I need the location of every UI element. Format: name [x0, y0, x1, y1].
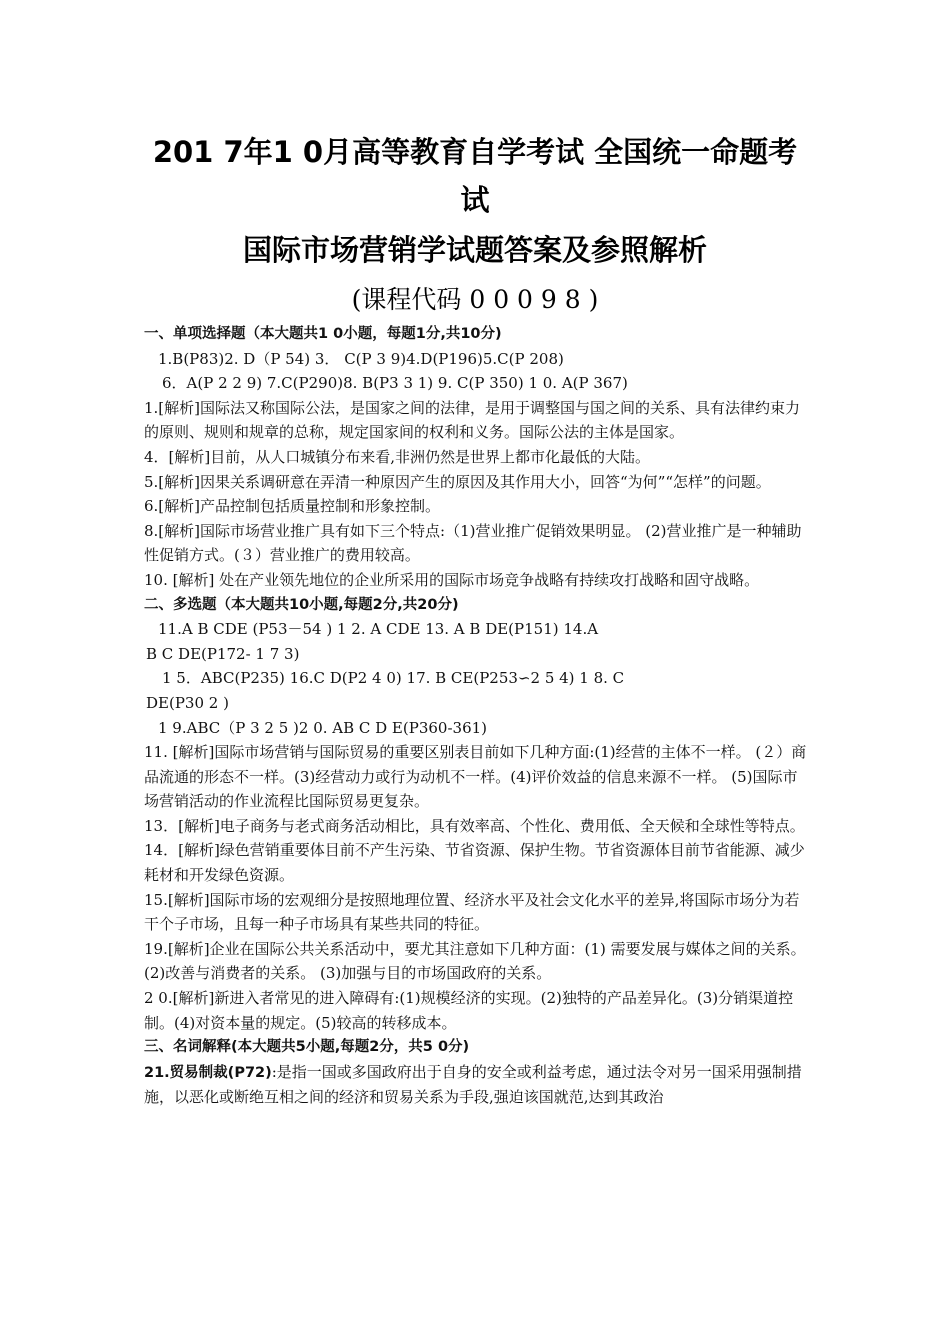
term-label: 21.贸易制裁(P72) [144, 1064, 272, 1081]
section-1-answers-row: 6．A(P 2 2 9) 7.C(P290)8. B(P3 3 1) 9. C(P 350) 1 0. A(P 367) [162, 374, 628, 393]
course-code: (课程代码 0 0 0 9 8 ) [351, 285, 599, 314]
explanation-paragraph: 1.[解析]国际法又称国际公法，是国家之间的法律，是用于调整国与国之间的关系、具有法律约束力的原则、规则和规章的总称，规定国家间的权利和义务。国际公法的主体是国家。 [144, 398, 801, 442]
document-body [144, 322, 808, 1110]
term-text: :是指一国或多国政府出于自身的安全或利益考虑，通过法令对另一国采用强制措施，以恶化或断绝互相之间的经济和贸易关系为手段,强迫该国就范,达到其政治 [144, 1062, 802, 1107]
title-line-1b: 试 [460, 183, 490, 217]
explanation-paragraph: 15.[解析]国际市场的宏观细分是按照地理位置、经济水平及社会文化水平的差异,将国际市场分为若干个子市场，且每一种子市场具有某些共同的特征。 [144, 890, 800, 934]
explanation-paragraph: 4．[解析]目前，从人口城镇分布来看,非洲仍然是世界上都市化最低的大陆。 [144, 447, 651, 466]
section-2-heading: 二、多选题（本大题共10小题,每题2分,共20分) [144, 596, 459, 613]
explanation-paragraph: 13．[解析]电子商务与老式商务活动相比，具有效率高、个性化、费用低、全天候和全球性等特点。 [144, 816, 805, 835]
section-2-answers-row: 11.A B CDE (P53－54 ) 1 2. A CDE 13. A B DE(P151) 14.A [158, 620, 599, 639]
explanation-paragraph: 6.[解析]产品控制包括质量控制和形象控制。 [144, 497, 441, 516]
title-line-1: 201 7年1 0月高等教育自学考试 全国统一命题考 [152, 135, 798, 169]
term-definition [144, 1060, 808, 1110]
section-2-answers-row: DE(P30 2 ) [146, 693, 229, 712]
explanation-paragraph: 11. [解析]国际市场营销与国际贸易的重要区别表目前如下几种方面:(1)经营的主体不一样。 (２）商品流通的形态不一样。(3)经营动力或行为动机不一样。(4)评价效益的信息来源不一样。 (5)国际市场营销活动的作业流程比国际贸易更复杂。 [144, 743, 807, 811]
section-3-heading: 三、名词解释(本大题共5小题,每题2分，共5 0分) [144, 1039, 470, 1056]
explanation-paragraph: 10. [解析] 处在产业领先地位的企业所采用的国际市场竞争战略有持续攻打战略和固守战略。 [144, 570, 760, 589]
explanation-paragraph: 8.[解析]国际市场营业推广具有如下三个特点:（1)营业推广促销效果明显。 (2)营业推广是一种辅助性促销方式。(３）营业推广的费用较高。 [144, 521, 802, 565]
section-1-answers-row: 1.B(P83)2. D（P 54) 3． C(P 3 9)4.D(P196)5.C(P 208) [158, 349, 564, 368]
document-title [120, 128, 830, 224]
section-2-answers-row: 1 9.ABC（P 3 2 5 )2 0. AB C D E(P360-361) [158, 718, 488, 737]
section-2-answers-row: B C DE(P172- 1 7 3) [146, 644, 300, 663]
explanation-paragraph: 14．[解析]绿色营销重要体目前不产生污染、节省资源、保护生物。节省资源体目前节省能源、减少耗材和开发绿色资源。 [144, 841, 805, 885]
explanation-paragraph: 19.[解析]企业在国际公共关系活动中，要尤其注意如下几种方面：(1) 需要发展与媒体之间的关系。(2)改善与消费者的关系。 (3)加强与目的市场国政府的关系。 [144, 939, 806, 983]
document-subtitle: 国际市场营销学试题答案及参照解析 [242, 233, 707, 267]
section-1-heading: 一、单项选择题（本大题共1 0小题，每题1分,共10分) [144, 326, 502, 342]
explanation-paragraph: 5.[解析]因果关系调研意在弄清一种原因产生的原因及其作用大小，回答“为何”“怎样”的问题。 [144, 472, 771, 491]
explanation-paragraph: 2 0.[解析]新进入者常见的进入障碍有:(1)规模经济的实现。(2)独特的产品差异化。(3)分销渠道控制。(4)对资本量的规定。(5)较高的转移成本。 [144, 989, 794, 1032]
section-2-answers-row: 1 5．ABC(P235) 16.C D(P2 4 0) 17. B CE(P253∽2 5 4) 1 8. C [162, 669, 625, 688]
